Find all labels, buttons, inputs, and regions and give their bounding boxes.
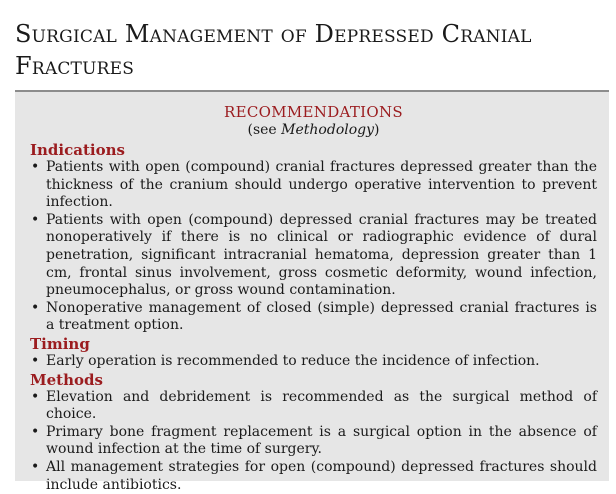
section-heading-indications: Indications	[30, 141, 125, 159]
section-heading-timing: Timing	[30, 334, 90, 353]
list-item: • Nonoperative management of closed (simple) depressed cranial fractures is a treatment option.	[30, 300, 597, 335]
list-item: • All management strategies for open (compound) depressed fractures should include antibiotics.	[30, 459, 597, 494]
methodology-reference: Methodology	[281, 122, 375, 138]
subheading-prefix: (see	[247, 122, 282, 138]
subheading-suffix: )	[374, 122, 380, 138]
list-item: • Patients with open (compound) depressed cranial fractures may be treated nonoperatively if there is no clinical or radiographic evidence of dural penetration, significant intracranial hematoma, depression greater than 1 cm, frontal sinus involvement, gross cosmetic deformity, wound infection, pneumocephalus, or gross wound contamination.	[30, 212, 597, 300]
section-methods	[30, 371, 597, 494]
section-timing	[30, 335, 597, 371]
section-indications	[30, 141, 597, 335]
list-item: • Primary bone fragment replacement is a surgical option in the absence of wound infection at the time of surgery.	[30, 424, 597, 459]
timing-list	[30, 353, 597, 371]
methods-list	[30, 389, 597, 494]
indications-list	[30, 159, 597, 335]
list-item: • Early operation is recommended to reduce the incidence of infection.	[30, 353, 597, 371]
recommendations-box	[15, 92, 609, 493]
recommendations-heading: RECOMMENDATIONS	[224, 103, 403, 121]
section-heading-methods: Methods	[30, 370, 103, 389]
list-item: • Patients with open (compound) cranial fractures depressed greater than the thickness of the cranium should undergo operative intervention to prevent infection.	[30, 159, 597, 212]
list-item: • Elevation and debridement is recommended as the surgical method of choice.	[30, 389, 597, 424]
recommendations-subheading	[30, 121, 597, 139]
page-title: Surgical Management of Depressed Cranial Fractures	[15, 20, 532, 80]
